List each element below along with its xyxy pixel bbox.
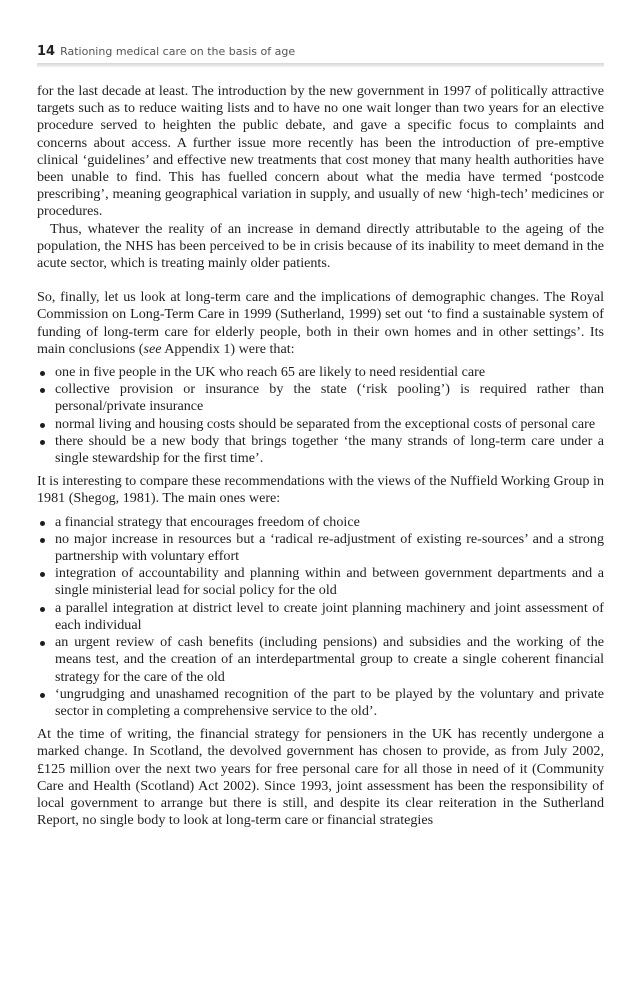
paragraph-3-part-a: So, finally, let us look at long-term care and the implications of demographic changes. The Royal Commission on Long-Term Care in 1999 (Sutherland, 1999) set out ‘to find a sustainable system of funding of long-term care for elderly people, both in their own homes and in other settings’. Its main conclusions (: [37, 289, 604, 357]
list-item: a parallel integration at district level to create joint planning machinery and joint assessment of each individual: [37, 600, 604, 634]
running-header: [37, 44, 601, 59]
paragraph-3-part-b: Appendix 1) were that:: [161, 340, 295, 357]
list-item: normal living and housing costs should be separated from the exceptional costs of personal care: [37, 416, 604, 433]
paragraph-2: Thus, whatever the reality of an increase in demand directly attributable to the ageing of the population, the NHS has been perceived to be in crisis because of its inability to meet demand in the acute sector, which is treating mainly older patients.: [37, 220, 604, 272]
list-item: integration of accountability and planning within and between government departments and a single ministerial lead for social policy for the old: [37, 565, 604, 599]
list-item: ‘ungrudging and unashamed recognition of the part to be played by the voluntary and private sector in completing a comprehensive service to the old’.: [37, 686, 604, 720]
list-item: there should be a new body that brings together ‘the many strands of long-term care under a single stewardship for the first time’.: [37, 433, 604, 467]
list-item: collective provision or insurance by the state (‘risk pooling’) is required rather than personal/private insurance: [37, 381, 604, 415]
list-item: no major increase in resources but a ‘radical re-adjustment of existing re-sources’ and a strong partnership with voluntary effort: [37, 531, 604, 565]
list-item: a financial strategy that encourages freedom of choice: [37, 514, 604, 531]
page-body: [37, 83, 604, 829]
header-rule: [37, 63, 604, 67]
running-title: Rationing medical care on the basis of age: [60, 45, 296, 58]
list-item: one in five people in the UK who reach 65 are likely to need residential care: [37, 364, 604, 381]
paragraph-1: for the last decade at least. The introduction by the new government in 1997 of politically attractive targets such as to reduce waiting lists and to have no one wait longer than two years for an elective procedure served to heighten the public debate, and gave a specific focus to complaints and concerns about access. A further issue more recently has been the introduction of pre-emptive clinical ‘guidelines’ and effective new treatments that cost money that many health authorities have been unable to find. This has fuelled concern about what the media have termed ‘postcode prescribing’, meaning geographical variation in supply, and usually of new ‘high-tech’ medicines or procedures.: [37, 83, 604, 220]
commission-conclusions-list: [37, 364, 604, 467]
page-number: 14: [37, 44, 56, 59]
paragraph-4: It is interesting to compare these recommendations with the views of the Nuffield Working Group in 1981 (Shegog, 1981). The main ones were:: [37, 473, 604, 507]
nuffield-recommendations-list: [37, 514, 604, 720]
paragraph-3: [37, 289, 604, 358]
see-reference: see: [143, 340, 162, 357]
list-item: an urgent review of cash benefits (including pensions) and subsidies and the working of the means test, and the creation of an interdepartmental group to create a single coherent financial strategy for the care of the old: [37, 634, 604, 686]
paragraph-5: At the time of writing, the financial strategy for pensioners in the UK has recently undergone a marked change. In Scotland, the devolved government has chosen to provide, as from July 2002, £125 million over the next two years for free personal care for all those in need of it (Community Care and Health (Scotland) Act 2002). Since 1993, joint assessment has been the responsibility of local government to arrange but there is still, and despite its clear reiteration in the Sutherland Report, no single body to look at long-term care or financial strategies: [37, 726, 604, 829]
